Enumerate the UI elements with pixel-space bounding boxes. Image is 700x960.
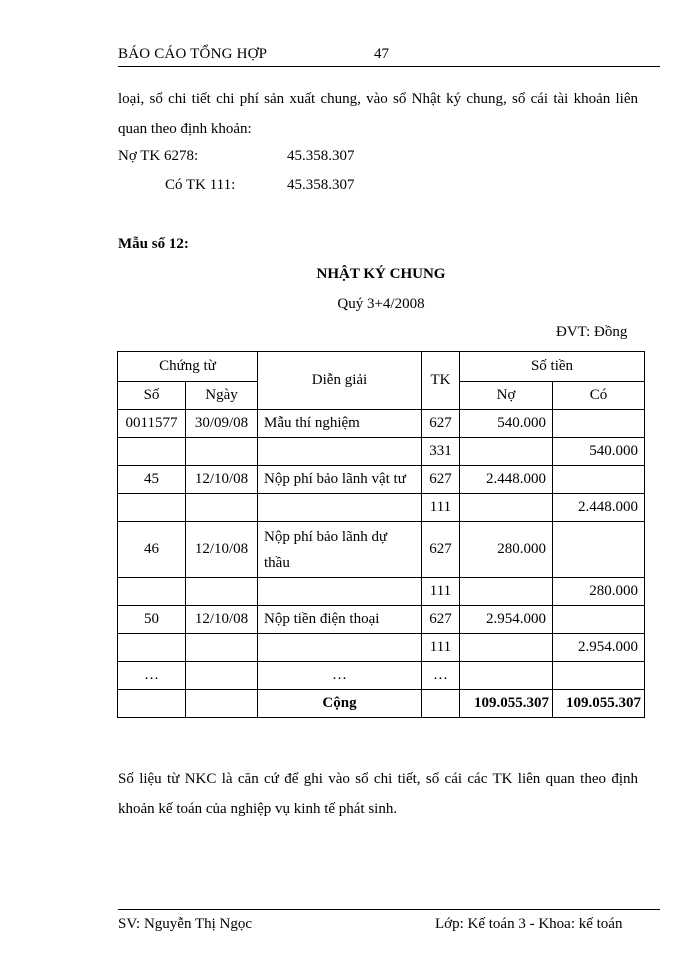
table-row (118, 634, 645, 662)
journal-table (117, 351, 645, 718)
row-account: 111 (422, 494, 460, 522)
row-account: 111 (422, 578, 460, 606)
credit-entry-label: Có TK 111: (165, 177, 236, 193)
table-header-row (118, 352, 645, 382)
table-row (118, 494, 645, 522)
table-row (118, 522, 645, 578)
table-row (118, 662, 645, 690)
row-credit: 540.000 (553, 438, 645, 466)
row-number: 45 (118, 466, 186, 494)
total-date (186, 690, 258, 718)
row-number: 0011577 (118, 410, 186, 438)
row-account: 627 (422, 466, 460, 494)
row-description: Mẫu thí nghiệm (258, 410, 422, 438)
row-date (186, 438, 258, 466)
total-credit: 109.055.307 (553, 690, 645, 718)
journal-title: NHẬT KÝ CHUNG (316, 266, 446, 282)
row-credit (553, 662, 645, 690)
total-label: Cộng (258, 690, 422, 718)
total-row (118, 690, 645, 718)
header-title: BÁO CÁO TỔNG HỢP (118, 46, 268, 62)
row-number: … (118, 662, 186, 690)
row-description (258, 438, 422, 466)
header-voucher: Chứng từ (118, 352, 258, 382)
row-debit (460, 634, 553, 662)
form-label: Mẫu số 12: (118, 236, 189, 252)
footer-class: Lớp: Kế toán 3 - Khoa: kế toán (435, 916, 623, 932)
header-credit: Có (553, 382, 645, 410)
journal-period: Quý 3+4/2008 (337, 296, 425, 312)
row-debit: 540.000 (460, 410, 553, 438)
row-description: Nộp phí bảo lãnh dự thầu (258, 522, 422, 578)
row-credit: 2.448.000 (553, 494, 645, 522)
header-rule (118, 66, 660, 67)
header-date: Ngày (186, 382, 258, 410)
row-description: … (258, 662, 422, 690)
row-credit (553, 410, 645, 438)
row-date (186, 494, 258, 522)
row-account: 111 (422, 634, 460, 662)
page-number: 47 (374, 46, 389, 62)
total-number (118, 690, 186, 718)
row-date (186, 578, 258, 606)
row-description: Nộp tiền điện thoại (258, 606, 422, 634)
row-debit: 2.954.000 (460, 606, 553, 634)
table-row (118, 466, 645, 494)
row-date: 12/10/08 (186, 466, 258, 494)
credit-entry-amount: 45.358.307 (287, 177, 355, 193)
footer-student: SV: Nguyễn Thị Ngọc (118, 916, 253, 932)
row-number: 46 (118, 522, 186, 578)
row-description (258, 494, 422, 522)
row-date: 12/10/08 (186, 606, 258, 634)
table-row (118, 578, 645, 606)
row-description: Nộp phí bảo lãnh vật tư (258, 466, 422, 494)
header-account: TK (422, 352, 460, 410)
row-number (118, 438, 186, 466)
intro-paragraph: loại, sổ chi tiết chi phí sản xuất chung, vào sổ Nhật ký chung, sổ cái tài khoản liên quan theo định khoản: (118, 91, 638, 137)
row-account: 627 (422, 410, 460, 438)
row-date (186, 662, 258, 690)
currency-unit: ĐVT: Đồng (556, 324, 628, 340)
row-account: 627 (422, 522, 460, 578)
row-credit: 280.000 (553, 578, 645, 606)
debit-entry-amount: 45.358.307 (287, 148, 355, 164)
row-number (118, 578, 186, 606)
row-account: 627 (422, 606, 460, 634)
table-row (118, 438, 645, 466)
footer-rule (118, 909, 660, 910)
table-row (118, 410, 645, 438)
header-amount: Số tiền (460, 352, 645, 382)
row-credit (553, 606, 645, 634)
row-debit: 2.448.000 (460, 466, 553, 494)
header-number: Số (118, 382, 186, 410)
row-account: 331 (422, 438, 460, 466)
row-credit (553, 466, 645, 494)
row-debit (460, 662, 553, 690)
debit-entry-label: Nợ TK 6278: (118, 148, 199, 164)
closing-paragraph: Số liệu từ NKC là căn cứ để ghi vào sổ chi tiết, sổ cái các TK liên quan theo định khoản kế toán của nghiệp vụ kinh tế phát sinh. (118, 771, 638, 817)
row-debit (460, 494, 553, 522)
header-debit: Nợ (460, 382, 553, 410)
row-number: 50 (118, 606, 186, 634)
row-date (186, 634, 258, 662)
row-debit (460, 578, 553, 606)
row-credit: 2.954.000 (553, 634, 645, 662)
total-debit: 109.055.307 (460, 690, 553, 718)
table-row (118, 606, 645, 634)
row-date: 12/10/08 (186, 522, 258, 578)
row-description (258, 634, 422, 662)
row-date: 30/09/08 (186, 410, 258, 438)
row-number (118, 634, 186, 662)
row-number (118, 494, 186, 522)
row-debit: 280.000 (460, 522, 553, 578)
header-description: Diễn giải (258, 352, 422, 410)
row-description (258, 578, 422, 606)
total-account (422, 690, 460, 718)
row-account: … (422, 662, 460, 690)
row-debit (460, 438, 553, 466)
row-credit (553, 522, 645, 578)
